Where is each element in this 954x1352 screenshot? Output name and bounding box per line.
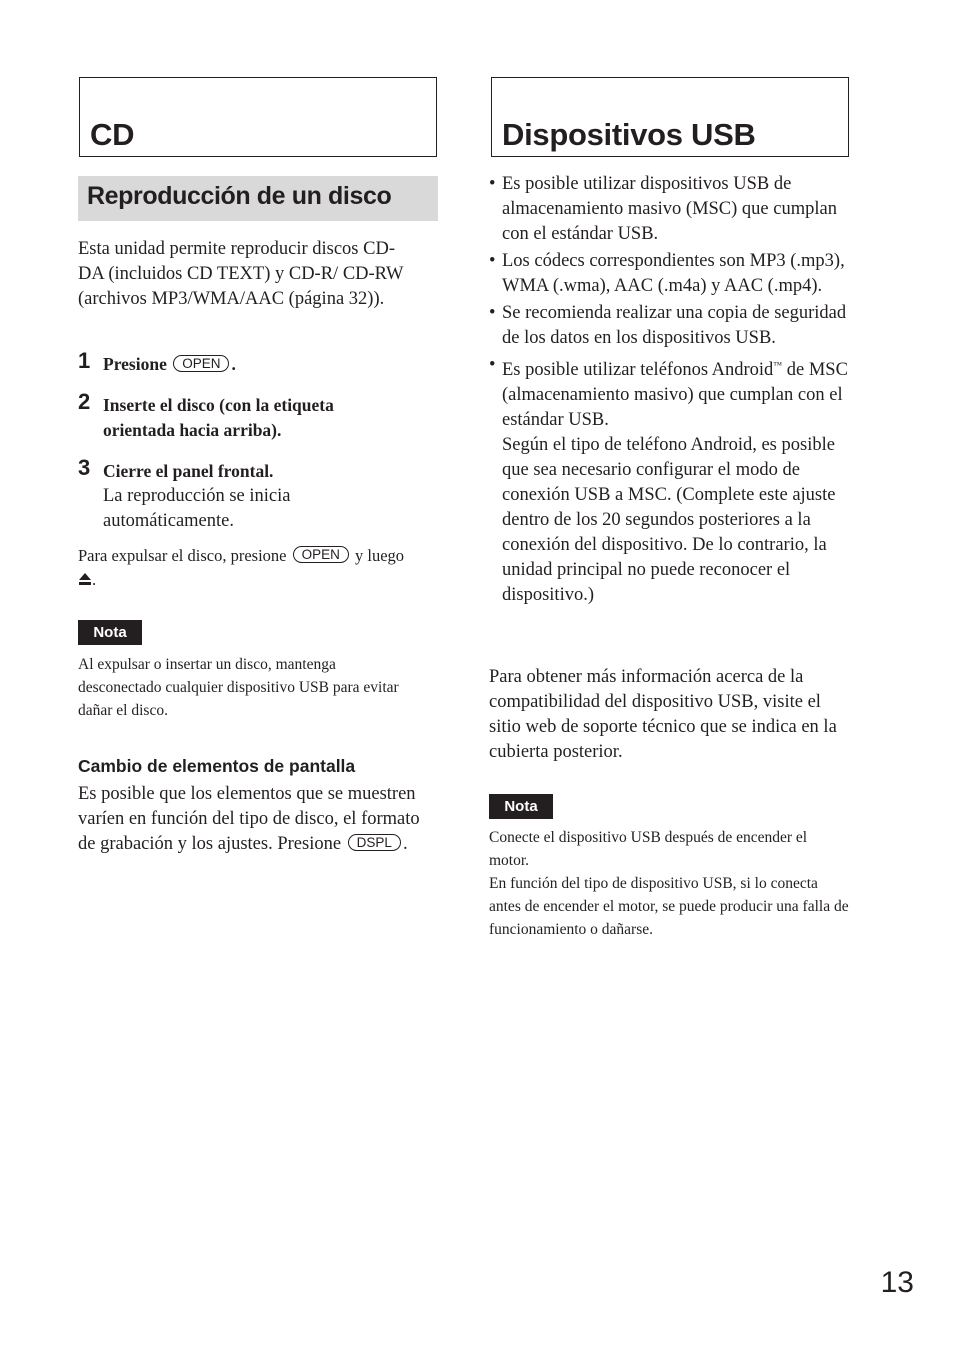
open-key-eject: OPEN <box>293 546 349 563</box>
step-3-text: Cierre el panel frontal. <box>103 461 274 481</box>
intro-paragraph: Esta unidad permite reproducir discos CD-DA (incluidos CD TEXT) y CD-R/ CD-RW (archivos MP3/WMA/AAC (página 32)). <box>78 239 404 309</box>
open-key: OPEN <box>173 355 229 372</box>
step-3-number: 3 <box>78 455 91 480</box>
step-3 <box>78 455 438 534</box>
display-paragraph: Es posible que los elementos que se muestren varíen en función del tipo de disco, el formato de grabación y los ajustes. Presione DSPL . <box>78 784 420 854</box>
usb-section-title: Dispositivos USB <box>502 117 756 152</box>
playback-subheading-band <box>78 176 438 221</box>
trademark-symbol: ™ <box>773 360 783 370</box>
right-nota-line-2: En función del tipo de dispositivo USB, si lo conecta antes de encender el motor, se puede producir una falla de funcionamiento o dañarse. <box>489 875 849 938</box>
more-info-paragraph: Para obtener más información acerca de la compatibilidad del dispositivo USB, visite el sitio web de soporte técnico que se indica en la cubierta posterior. <box>489 667 837 762</box>
step-1-number: 1 <box>78 348 91 373</box>
list-item: • Se recomienda realizar una copia de seguridad de los datos en los dispositivos USB. <box>489 301 849 351</box>
display-heading: Cambio de elementos de pantalla <box>78 756 356 776</box>
cd-section-title: CD <box>90 117 135 152</box>
dspl-key: DSPL <box>348 834 401 851</box>
step-1-text: Presione OPEN . <box>103 354 236 374</box>
usb-section-title-box <box>491 77 849 157</box>
right-nota-badge: Nota <box>489 794 553 819</box>
step-2 <box>78 389 438 443</box>
right-nota-line-1: Conecte el dispositivo USB después de encender el motor. <box>489 829 808 869</box>
step-2-text: Inserte el disco (con la etiqueta orientada hacia arriba). <box>103 395 334 440</box>
list-item: • Es posible utilizar dispositivos USB de almacenamiento masivo (MSC) que cumplan con el estándar USB. <box>489 172 849 247</box>
page-number: 13 <box>880 1266 914 1299</box>
step-3-subtext: La reproducción se inicia automáticamente. <box>103 486 291 531</box>
eject-icon <box>78 572 92 586</box>
usb-bullet-list <box>489 172 849 610</box>
step-2-number: 2 <box>78 389 91 414</box>
eject-instructions: Para expulsar el disco, presione OPEN y luego . <box>78 546 405 589</box>
list-item-android: • Es posible utilizar teléfonos Android™ de MSC (almacenamiento masivo) que cumplan con el estándar USB. Según el tipo de teléfono Android, es posible que sea necesario configurar el modo de conexión USB a MSC. (Complete este ajuste dentro de los 20 segundos posteriores a la conexión del dispositivo. De lo contrario, la unidad principal no puede reconocer el dispositivo.) <box>489 353 849 608</box>
playback-subheading: Reproducción de un disco <box>87 182 392 210</box>
android-continuation: Según el tipo de teléfono Android, es posible que sea necesario configurar el modo de conexión USB a MSC. (Complete este ajuste dentro de los 20 segundos posteriores a la conexión del dispositivo. De lo contrario, la unidad principal no puede reconocer el dispositivo.) <box>502 435 836 605</box>
step-1 <box>78 348 438 377</box>
list-item: • Los códecs correspondientes son MP3 (.mp3), WMA (.wma), AAC (.m4a) y AAC (.mp4). <box>489 249 849 299</box>
cd-section-title-box <box>79 77 437 157</box>
left-nota-text: Al expulsar o insertar un disco, mantenga desconectado cualquier dispositivo USB para evitar dañar el disco. <box>78 656 399 719</box>
left-nota-badge: Nota <box>78 620 142 645</box>
right-nota-text <box>489 826 849 941</box>
